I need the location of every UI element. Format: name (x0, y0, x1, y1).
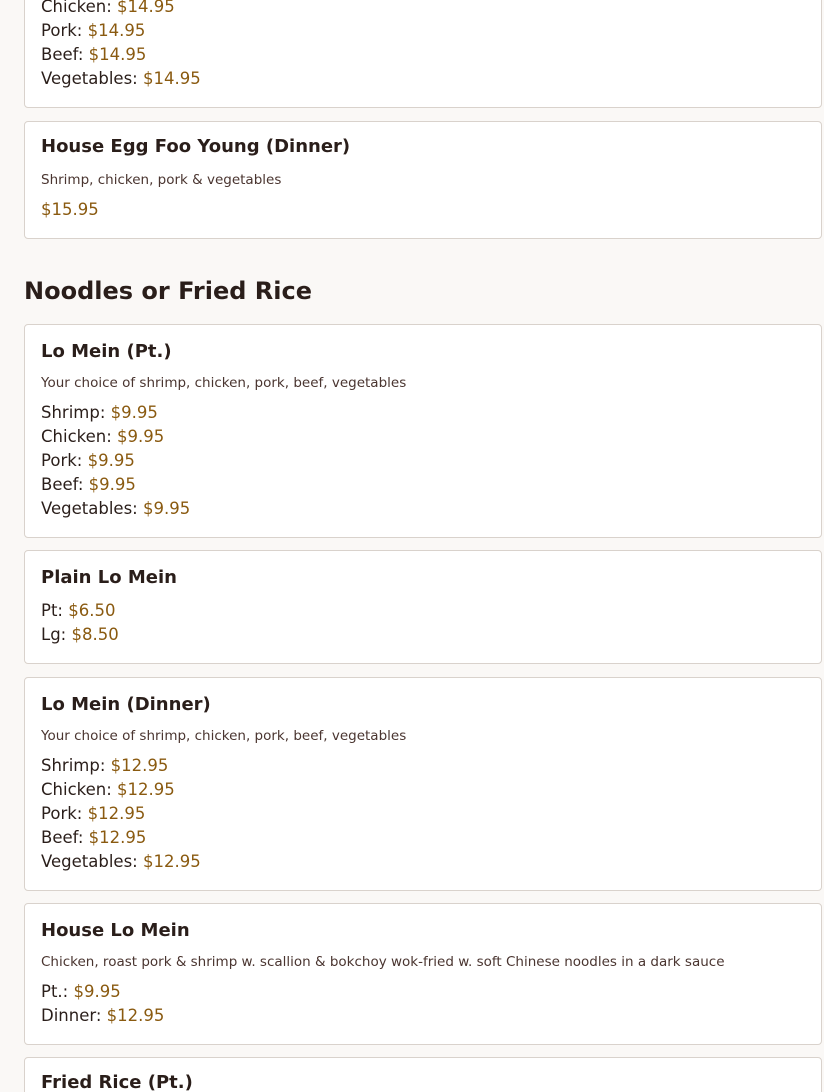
option-price: $12.95 (106, 1006, 165, 1025)
price-option (41, 45, 146, 64)
price-option (41, 804, 145, 823)
option-label: Chicken: (41, 427, 112, 446)
item-description: Your choice of shrimp, chicken, pork, beef, vegetables (41, 728, 407, 744)
price-option (41, 0, 175, 16)
price-option (41, 780, 175, 799)
option-label: Beef: (41, 828, 84, 847)
option-price: $9.95 (87, 451, 135, 470)
price-option (41, 828, 146, 847)
menu-item-card (24, 903, 822, 1045)
price-option (41, 852, 201, 871)
price-option (41, 69, 201, 88)
option-label: Vegetables: (41, 852, 138, 871)
menu-item-card (24, 550, 822, 664)
option-price: $9.95 (142, 499, 191, 518)
price-option (41, 601, 115, 620)
option-label: Lg: (41, 625, 67, 644)
price-option (41, 982, 121, 1001)
price-option (41, 625, 119, 644)
option-label: Pt: (41, 601, 63, 620)
price-option (41, 427, 164, 446)
option-price: $14.95 (88, 45, 147, 64)
option-label: Pork: (41, 451, 83, 470)
option-price: $14.95 (142, 69, 201, 88)
price-option (41, 756, 168, 775)
option-price: $9.95 (110, 403, 158, 422)
option-price: $9.95 (73, 982, 121, 1001)
menu-item-card (24, 0, 822, 108)
price-option (41, 21, 145, 40)
price-option (41, 200, 99, 219)
option-label: Dinner: (41, 1006, 102, 1025)
item-title: House Egg Foo Young (Dinner) (41, 136, 351, 157)
option-price: $12.95 (87, 804, 146, 823)
menu-item-card (24, 677, 822, 891)
item-description: Your choice of shrimp, chicken, pork, beef, vegetables (41, 375, 407, 391)
option-price: $8.50 (71, 625, 119, 644)
item-description: Chicken, roast pork & shrimp w. scallion & bokchoy wok-fried w. soft Chinese noodles in a dark sauce (41, 954, 725, 970)
option-label: Pork: (41, 804, 83, 823)
option-price: $12.95 (142, 852, 201, 871)
option-label: Vegetables: (41, 69, 138, 88)
price-option (41, 499, 190, 518)
option-label: Pork: (41, 21, 83, 40)
option-label: Shrimp: (41, 403, 106, 422)
option-label: Beef: (41, 45, 84, 64)
option-price: $6.50 (68, 601, 116, 620)
price-option (41, 1006, 164, 1025)
item-title: Lo Mein (Pt.) (41, 341, 172, 362)
item-title: Plain Lo Mein (41, 567, 177, 588)
option-price: $12.95 (88, 828, 147, 847)
option-price: $12.95 (110, 756, 169, 775)
option-label: Chicken: (41, 0, 112, 16)
menu-item-card (24, 324, 822, 538)
price-option (41, 475, 136, 494)
section-heading: Noodles or Fried Rice (24, 277, 313, 305)
option-price: $9.95 (88, 475, 136, 494)
item-description: Shrimp, chicken, pork & vegetables (41, 172, 282, 188)
option-price: $14.95 (87, 21, 146, 40)
option-price: $12.95 (117, 780, 175, 799)
item-title: House Lo Mein (41, 920, 190, 941)
option-label: Shrimp: (41, 756, 106, 775)
option-price: $9.95 (117, 427, 165, 446)
menu-item-card (24, 121, 822, 239)
price-option (41, 403, 158, 422)
option-label: Vegetables: (41, 499, 138, 518)
option-label: Chicken: (41, 780, 112, 799)
option-price: $14.95 (117, 0, 175, 16)
menu-item-card (24, 1057, 822, 1092)
price-option (41, 451, 135, 470)
option-label: Pt.: (41, 982, 69, 1001)
option-label: Beef: (41, 475, 84, 494)
option-price: $15.95 (41, 200, 99, 219)
item-title: Fried Rice (Pt.) (41, 1072, 193, 1092)
item-title: Lo Mein (Dinner) (41, 694, 211, 715)
